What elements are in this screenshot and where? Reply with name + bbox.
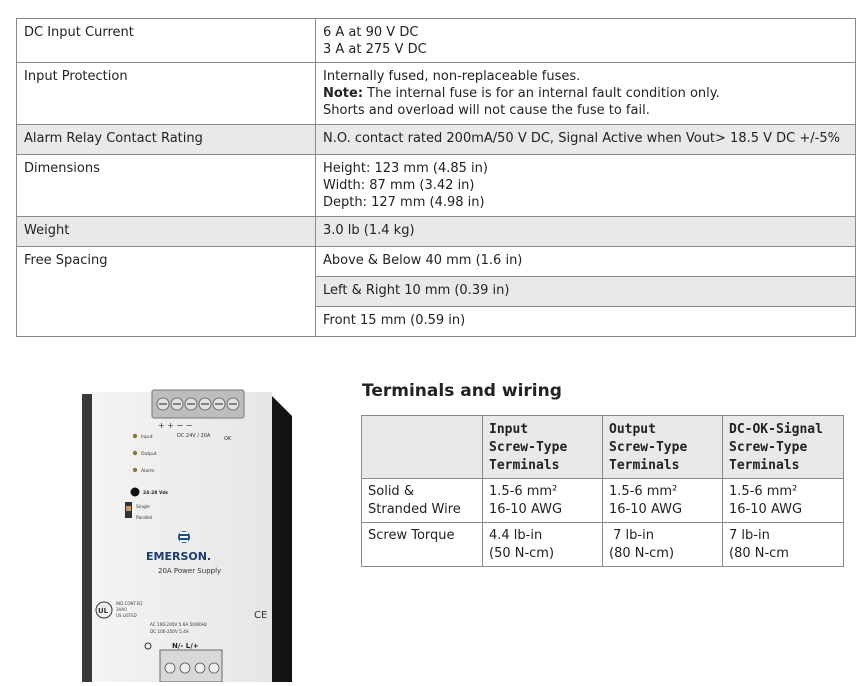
rating-line-1: AC 100-240V 5.6A 50/60Hz — [150, 622, 208, 627]
spec-value: Left & Right 10 mm (0.39 in) — [316, 277, 856, 307]
terminals-title: Terminals and wiring — [362, 381, 562, 401]
svg-text:UL: UL — [98, 607, 109, 615]
terminals-row-label: Screw Torque — [362, 523, 483, 567]
terminals-header-dc-ok-signal: DC-OK-Signal Screw-Type Terminals — [723, 416, 844, 479]
terminal-signs: + + − − — [158, 421, 193, 430]
cert-line-1: IND.CONT.EQ — [116, 601, 143, 606]
terminals-cell: 7 lb-in (80 N-cm — [723, 523, 844, 567]
spec-row-input-protection — [17, 63, 856, 125]
spec-value-line: Internally fused, non-replaceable fuses. — [323, 69, 581, 84]
spec-value — [316, 19, 856, 63]
terminals-table — [361, 415, 844, 567]
spec-value: Front 15 mm (0.59 in) — [316, 307, 856, 337]
led-alarm-label: Alarm — [141, 469, 155, 474]
spec-row-free-spacing — [17, 247, 856, 277]
ce-mark-icon: CE — [254, 610, 268, 621]
bottom-terminal-label: N/- L/+ — [172, 642, 199, 650]
spec-value-line: 6 A at 90 V DC — [323, 25, 419, 40]
model-label: 20A Power Supply — [158, 567, 222, 575]
led-output-label: Output — [141, 452, 157, 457]
spec-label: Dimensions — [17, 155, 316, 217]
spec-label: Weight — [17, 217, 316, 247]
note-text: The internal fuse is for an internal fault condition only. — [363, 86, 720, 101]
spec-value — [316, 63, 856, 125]
spec-label: DC Input Current — [17, 19, 316, 63]
voltage-label: 24-28 Vdc — [143, 491, 169, 496]
spec-row-alarm-relay — [17, 125, 856, 155]
spec-value-line: Width: 87 mm (3.42 in) — [323, 178, 475, 193]
spec-value-line: Height: 123 mm (4.85 in) — [323, 161, 488, 176]
cert-line-3: US LISTED — [116, 613, 137, 618]
switch-parallel-label: Parallel — [136, 516, 153, 521]
spec-value: N.O. contact rated 200mA/50 V DC, Signal Active when Vout> 18.5 V DC +/-5% — [316, 125, 856, 155]
spec-value: 3.0 lb (1.4 kg) — [316, 217, 856, 247]
spec-value-line: Shorts and overload will not cause the fuse to fail. — [323, 103, 650, 118]
terminals-row-wire — [362, 479, 844, 523]
terminals-header-input: Input Screw-Type Terminals — [483, 416, 603, 479]
voltage-adjust-potentiometer — [131, 488, 140, 497]
terminals-cell: 7 lb-in (80 N-cm) — [603, 523, 723, 567]
top-voltage-label: DC 24V / 20A — [177, 433, 211, 439]
switch-single-label: Single — [136, 505, 150, 510]
terminals-cell: 4.4 lb-in (50 N-cm) — [483, 523, 603, 567]
brand-label: EMERSON. — [146, 550, 212, 563]
spec-note — [323, 85, 848, 102]
led-input-label: Input — [141, 435, 153, 440]
spec-label: Alarm Relay Contact Rating — [17, 125, 316, 155]
power-supply-illustration — [80, 386, 300, 682]
spec-value: Above & Below 40 mm (1.6 in) — [316, 247, 856, 277]
terminals-header-output: Output Screw-Type Terminals — [603, 416, 723, 479]
terminals-cell: 1.5-6 mm² 16-10 AWG — [723, 479, 844, 523]
spec-row-weight — [17, 217, 856, 247]
terminals-row-label: Solid & Stranded Wire — [362, 479, 483, 523]
terminals-header-empty — [362, 416, 483, 479]
terminals-cell: 1.5-6 mm² 16-10 AWG — [483, 479, 603, 523]
spec-value — [316, 155, 856, 217]
spec-label: Input Protection — [17, 63, 316, 125]
spec-value-line: 3 A at 275 V DC — [323, 42, 427, 57]
note-label: Note: — [323, 86, 364, 101]
cert-line-2: 3HA0 — [116, 607, 127, 612]
spec-row-dc-input-current — [17, 19, 856, 63]
ok-label: OK — [224, 436, 232, 442]
emerson-logo-icon — [178, 531, 190, 543]
spec-table — [16, 18, 856, 337]
terminals-cell: 1.5-6 mm² 16-10 AWG — [603, 479, 723, 523]
rating-line-2: DC 100-250V 5.4A — [150, 629, 189, 634]
spec-label: Free Spacing — [17, 247, 316, 337]
spec-value-line: Depth: 127 mm (4.98 in) — [323, 195, 485, 210]
spec-row-dimensions — [17, 155, 856, 217]
terminals-row-torque — [362, 523, 844, 567]
power-supply-image — [80, 386, 300, 682]
terminals-header-row — [362, 416, 844, 479]
